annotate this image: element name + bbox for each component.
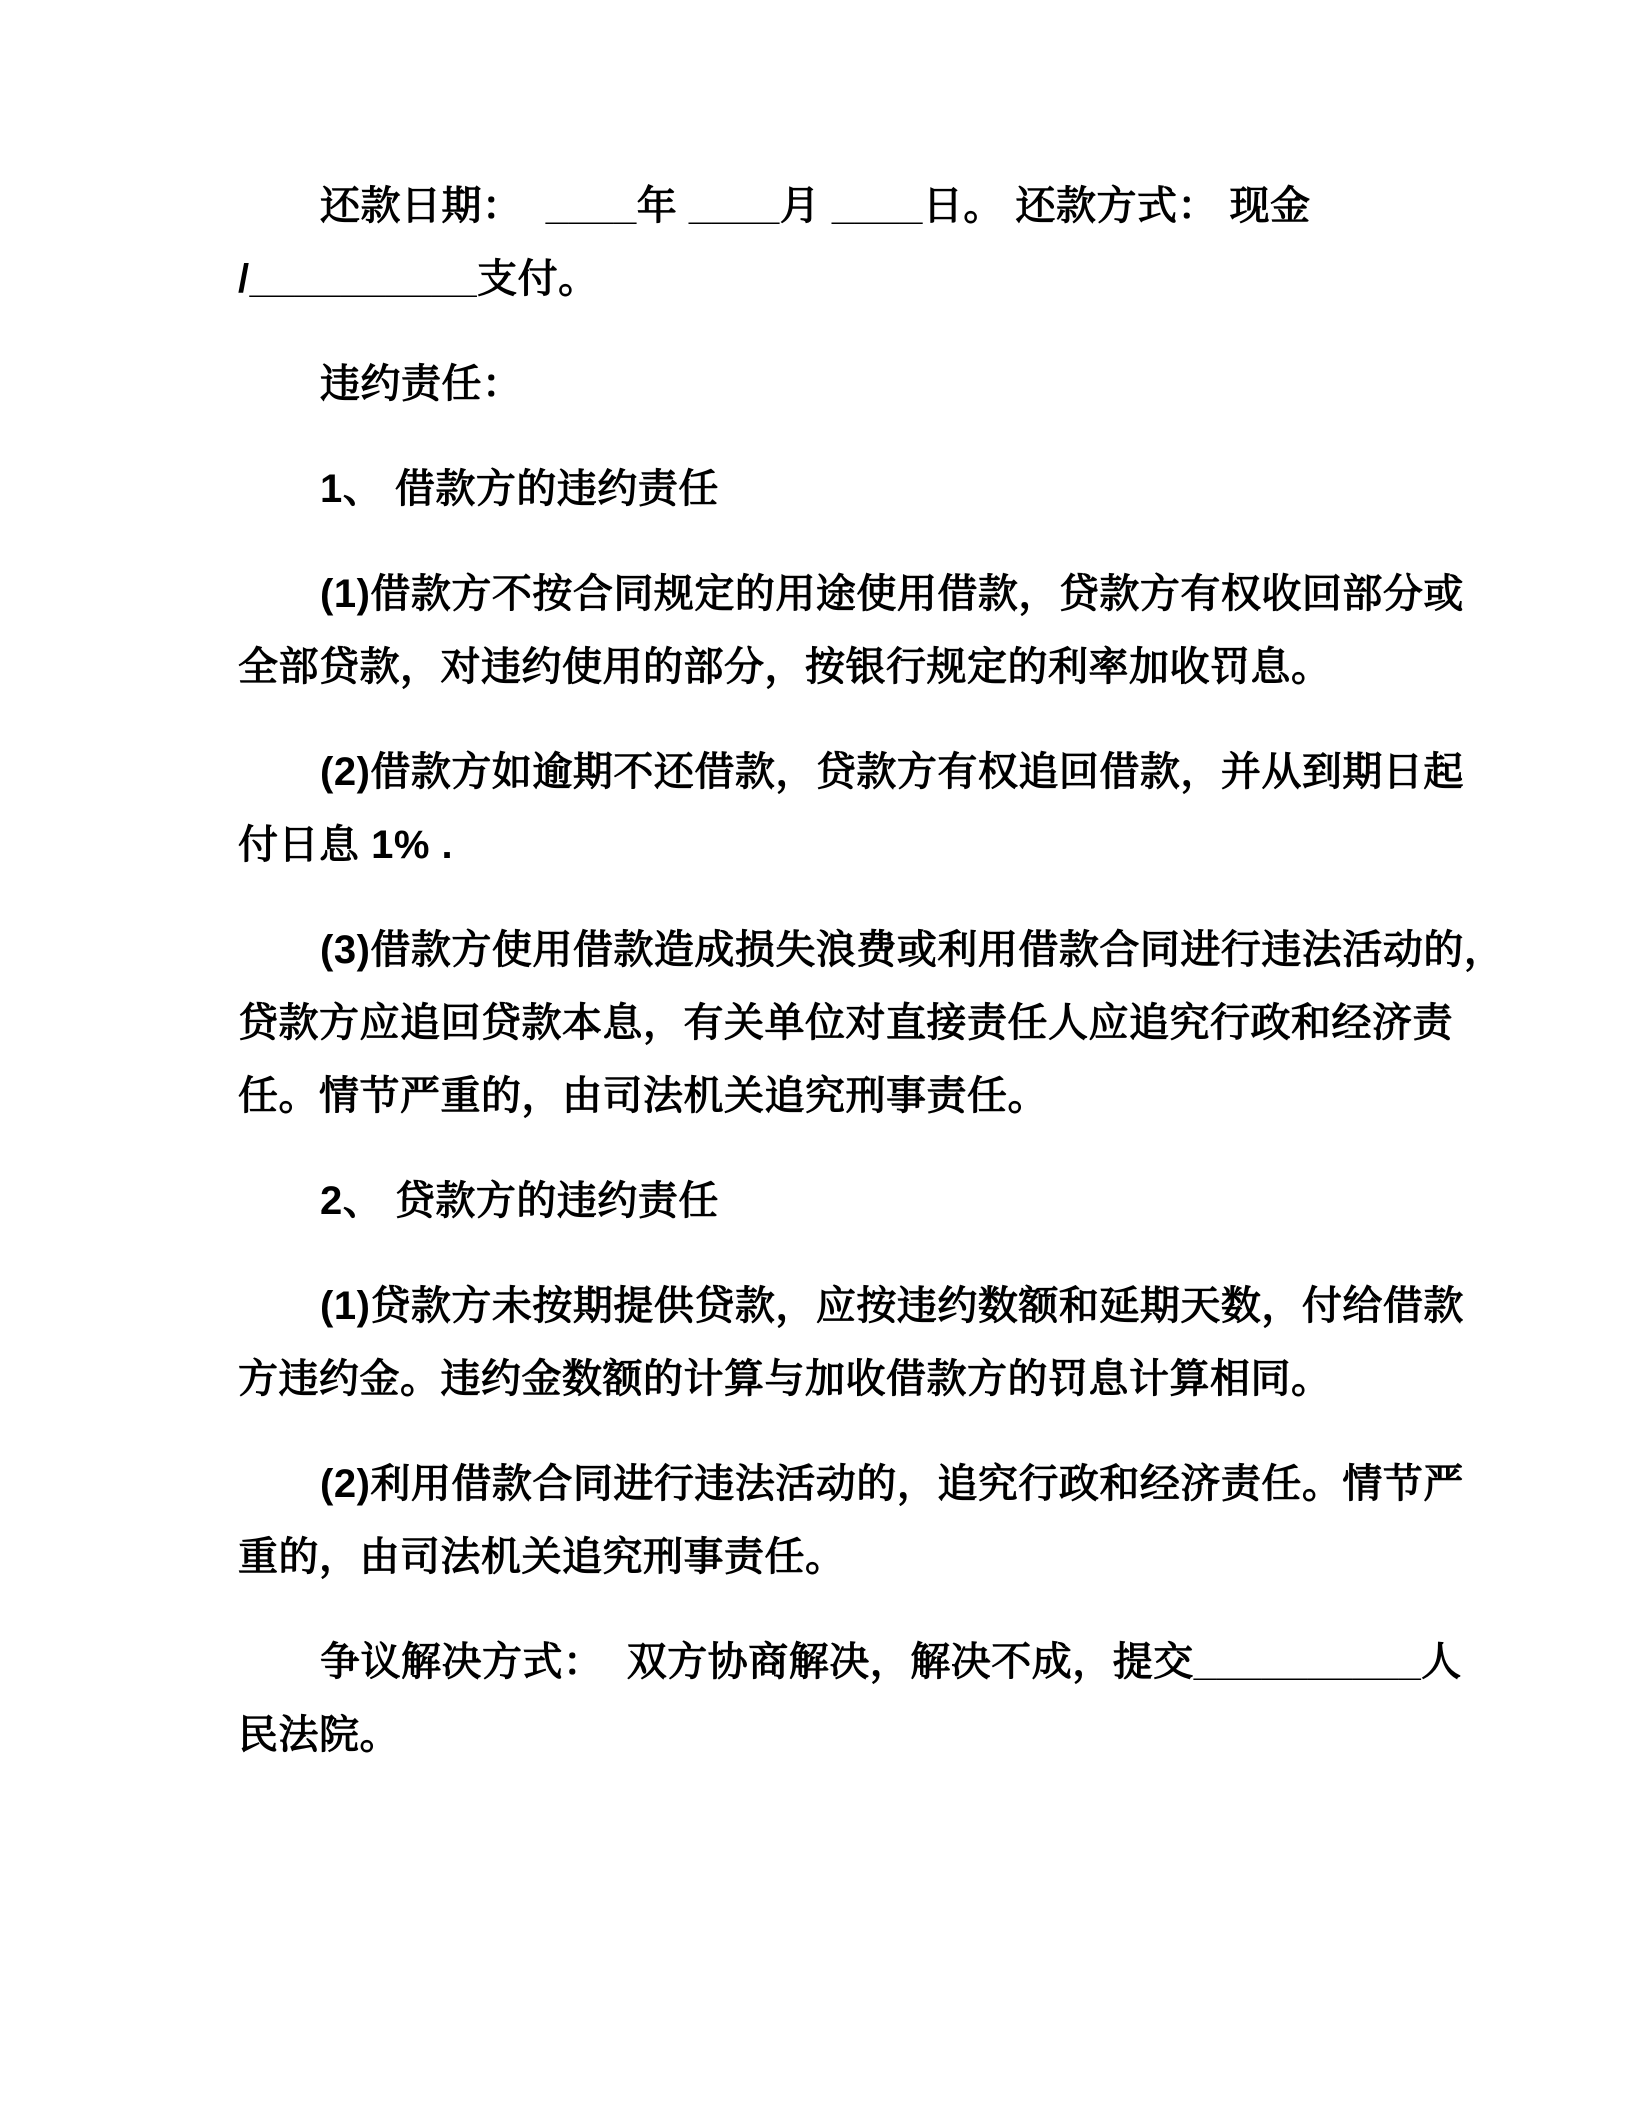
document-line: 任。情节严重的，由司法机关追究刑事责任。 (238, 1074, 1048, 1118)
document-line: (2)利用借款合同进行违法活动的，追究行政和经济责任。情节严 (320, 1462, 1464, 1506)
document-line: 争议解决方式： 双方协商解决，解决不成，提交__________人 (320, 1640, 1462, 1684)
paragraph-dispute-resolution (238, 1626, 1462, 1772)
document-line: 还款日期： ____年 ____月 ____日。 还款方式： 现金 (320, 184, 1311, 228)
document-line: 方违约金。违约金数额的计算与加收借款方的罚息计算相同。 (238, 1357, 1332, 1401)
document-line: 付日息 1% . (238, 823, 454, 867)
document-line: 1、 借款方的违约责任 (320, 467, 719, 511)
document-line: 违约责任： (320, 362, 523, 406)
document-line: (2)借款方如逾期不还借款，贷款方有权追回借款，并从到期日起 (320, 750, 1464, 794)
document-line: 2、 贷款方的违约责任 (320, 1179, 719, 1223)
document-line: 全部贷款，对违约使用的部分，按银行规定的利率加收罚息。 (238, 645, 1332, 689)
document-line: 民法院。 (238, 1713, 400, 1757)
document-line: 贷款方应追回贷款本息，有关单位对直接责任人应追究行政和经济责 (238, 1001, 1453, 1045)
document-line: /__________支付。 (238, 257, 599, 301)
paragraph-breach-heading (238, 348, 1407, 421)
paragraph-borrower-liability-2 (238, 736, 1464, 882)
paragraph-lender-liability-heading (238, 1165, 1407, 1238)
document-line: (3)借款方使用借款造成损失浪费或利用借款合同进行违法活动的， (320, 928, 1505, 972)
paragraph-lender-liability-2 (238, 1448, 1464, 1594)
paragraph-borrower-liability-3 (238, 914, 1505, 1133)
document-line: (1)借款方不按合同规定的用途使用借款，贷款方有权收回部分或 (320, 572, 1464, 616)
paragraph-borrower-liability-heading (238, 453, 1407, 526)
paragraph-borrower-liability-1 (238, 558, 1464, 704)
document-line: (1)贷款方未按期提供贷款，应按违约数额和延期天数，付给借款 (320, 1284, 1464, 1328)
document-line: 重的，由司法机关追究刑事责任。 (238, 1535, 846, 1579)
paragraph-lender-liability-1 (238, 1270, 1464, 1416)
paragraph-repayment-date (238, 170, 1407, 316)
